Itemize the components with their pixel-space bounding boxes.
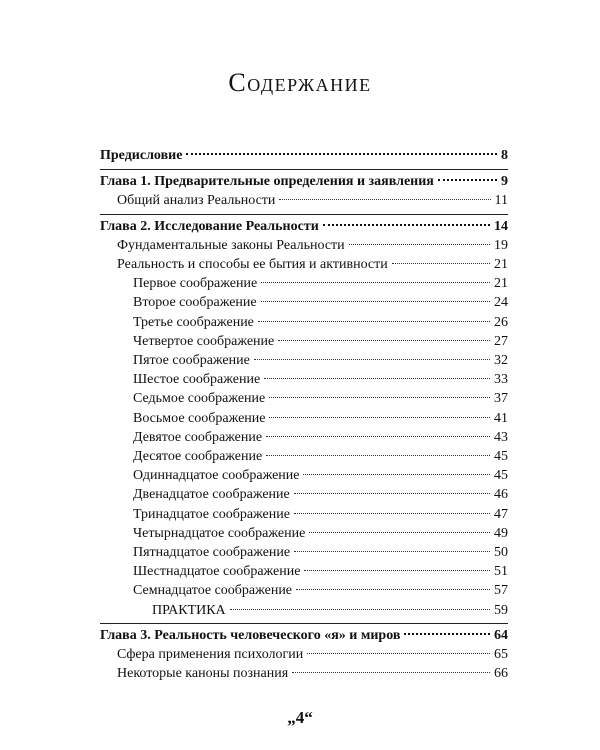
toc-entry-title: Десятое соображение xyxy=(133,449,263,464)
toc-entry-title: Общий анализ Реальности xyxy=(117,193,276,209)
toc-leader-dots xyxy=(186,153,497,155)
toc-entry-page: 49 xyxy=(494,525,508,541)
toc-entry-page: 66 xyxy=(494,666,508,682)
toc-entry[interactable] xyxy=(117,236,508,255)
toc-leader-dots xyxy=(349,244,490,245)
toc-entry-title: Четвертое соображение xyxy=(133,333,275,349)
toc-entry-page: 50 xyxy=(494,545,508,560)
toc-entry[interactable] xyxy=(117,664,508,683)
toc-entry-title: Пятое соображение xyxy=(133,353,250,368)
toc-leader-dots xyxy=(269,397,490,398)
toc-leader-dots xyxy=(294,551,490,552)
toc-leader-dots xyxy=(266,436,490,437)
toc-entry-title: Одиннадцатое соображение xyxy=(133,468,300,484)
toc-entry[interactable] xyxy=(133,581,508,600)
toc-entry-title: Четырнадцатое соображение xyxy=(133,525,306,541)
toc-entry-title: Первое соображение xyxy=(133,276,258,292)
toc-entry-title: Девятое соображение xyxy=(133,429,263,445)
toc-entry-title: Реальность и способы ее бытия и активности xyxy=(117,257,388,272)
toc-leader-dots xyxy=(304,570,490,571)
toc-entry[interactable] xyxy=(133,428,508,447)
toc-leader-dots xyxy=(264,378,490,379)
toc-leader-dots xyxy=(258,321,490,322)
toc-entry[interactable] xyxy=(133,543,508,562)
toc-entry[interactable] xyxy=(133,485,508,504)
toc-entry-title: Второе соображение xyxy=(133,295,257,311)
section-divider xyxy=(100,623,508,624)
toc-entry-title: Глава 2. Исследование Реальности xyxy=(100,218,319,234)
toc-entry-title: Двенадцатое соображение xyxy=(133,487,290,503)
toc-entry[interactable] xyxy=(100,172,508,191)
toc-entry-title: Предисловие xyxy=(100,148,183,163)
toc-leader-dots xyxy=(323,224,490,226)
toc-entry-page: 14 xyxy=(494,218,508,234)
toc-entry-page: 11 xyxy=(494,193,508,209)
toc-entry[interactable] xyxy=(133,332,508,351)
toc-entry-page: 46 xyxy=(494,487,508,503)
toc-entry-page: 9 xyxy=(501,174,508,190)
toc-entry-page: 33 xyxy=(494,372,508,388)
toc-entry[interactable] xyxy=(100,626,508,645)
toc-entry-title: Восьмое соображение xyxy=(133,410,266,426)
toc-leader-dots xyxy=(230,609,490,610)
toc-entry-page: 19 xyxy=(494,237,508,253)
toc-entry-page: 45 xyxy=(494,468,508,484)
toc-entry-page: 21 xyxy=(494,257,508,272)
toc-leader-dots xyxy=(266,455,490,456)
section-divider xyxy=(100,169,508,170)
toc-entry-title: Шестое соображение xyxy=(133,372,261,388)
toc-entry-title: Некоторые каноны познания xyxy=(117,666,289,682)
toc-leader-dots xyxy=(292,672,490,673)
toc-leader-dots xyxy=(392,263,490,264)
toc-leader-dots xyxy=(307,653,490,654)
toc-entry[interactable] xyxy=(100,217,508,236)
toc-entry-page: 45 xyxy=(494,449,508,464)
toc-entry[interactable] xyxy=(133,370,508,389)
toc-entry-page: 57 xyxy=(494,583,508,599)
toc-entry[interactable] xyxy=(133,447,508,466)
toc-entry[interactable] xyxy=(133,524,508,543)
toc-entry[interactable] xyxy=(152,601,508,620)
toc-entry-page: 37 xyxy=(494,391,508,407)
toc-entry[interactable] xyxy=(133,313,508,332)
toc-entry[interactable] xyxy=(117,191,508,210)
toc-entry[interactable] xyxy=(100,146,508,165)
toc-entry[interactable] xyxy=(133,562,508,581)
toc-entry-title: Глава 1. Предварительные определения и заявления xyxy=(100,174,434,190)
toc-entry-title: Третье соображение xyxy=(133,314,254,330)
toc-entry-title: Фундаментальные законы Реальности xyxy=(117,237,345,253)
toc-entry-page: 64 xyxy=(494,627,508,643)
toc-leader-dots xyxy=(294,493,490,494)
toc-entry-page: 51 xyxy=(494,564,508,580)
toc-entry-page: 32 xyxy=(494,353,508,368)
page-number: „4“ xyxy=(287,708,313,727)
toc-entry[interactable] xyxy=(133,505,508,524)
toc-entry-page: 27 xyxy=(494,333,508,349)
toc-entry[interactable] xyxy=(117,255,508,274)
section-divider xyxy=(100,214,508,215)
toc-entry[interactable] xyxy=(133,389,508,408)
toc-entry[interactable] xyxy=(133,351,508,370)
toc-leader-dots xyxy=(294,513,490,514)
toc-entry[interactable] xyxy=(133,466,508,485)
toc-leader-dots xyxy=(309,532,490,533)
toc-leader-dots xyxy=(404,633,490,635)
toc-entry-page: 26 xyxy=(494,314,508,330)
toc-leader-dots xyxy=(261,301,490,302)
toc-entry[interactable] xyxy=(117,645,508,664)
toc-entry-page: 47 xyxy=(494,506,508,522)
toc-entry[interactable] xyxy=(133,274,508,293)
toc-entry-title: Сфера применения психологии xyxy=(117,647,304,662)
toc-leader-dots xyxy=(303,474,490,475)
toc-leader-dots xyxy=(278,340,490,341)
toc-leader-dots xyxy=(279,199,490,200)
toc-entry-title: Пятнадцатое соображение xyxy=(133,545,291,560)
toc-entry-title: Тринадцатое соображение xyxy=(133,506,290,522)
toc-leader-dots xyxy=(438,179,497,181)
toc-leader-dots xyxy=(296,589,490,590)
toc-entry-page: 21 xyxy=(494,276,508,292)
toc-entry-page: 65 xyxy=(494,647,508,662)
page-title: Содержание xyxy=(228,68,372,97)
toc-entry-title: Глава 3. Реальность человеческого «я» и миров xyxy=(100,627,401,643)
toc-entry-title: Шестнадцатое соображение xyxy=(133,564,301,580)
toc-entry-title: Седьмое соображение xyxy=(133,391,266,407)
toc-entry-page: 41 xyxy=(494,410,508,426)
toc-leader-dots xyxy=(261,282,490,283)
toc-entry[interactable] xyxy=(133,409,508,428)
toc-entry-page: 8 xyxy=(501,148,508,163)
toc-entry-page: 59 xyxy=(494,602,508,618)
toc-entry-page: 43 xyxy=(494,429,508,445)
toc-leader-dots xyxy=(269,417,490,418)
toc-entry[interactable] xyxy=(133,293,508,312)
toc-entry-title: Семнадцатое соображение xyxy=(133,583,293,599)
toc-entry-title: ПРАКТИКА xyxy=(152,602,226,618)
toc-entry-page: 24 xyxy=(494,295,508,311)
toc-leader-dots xyxy=(254,359,490,360)
